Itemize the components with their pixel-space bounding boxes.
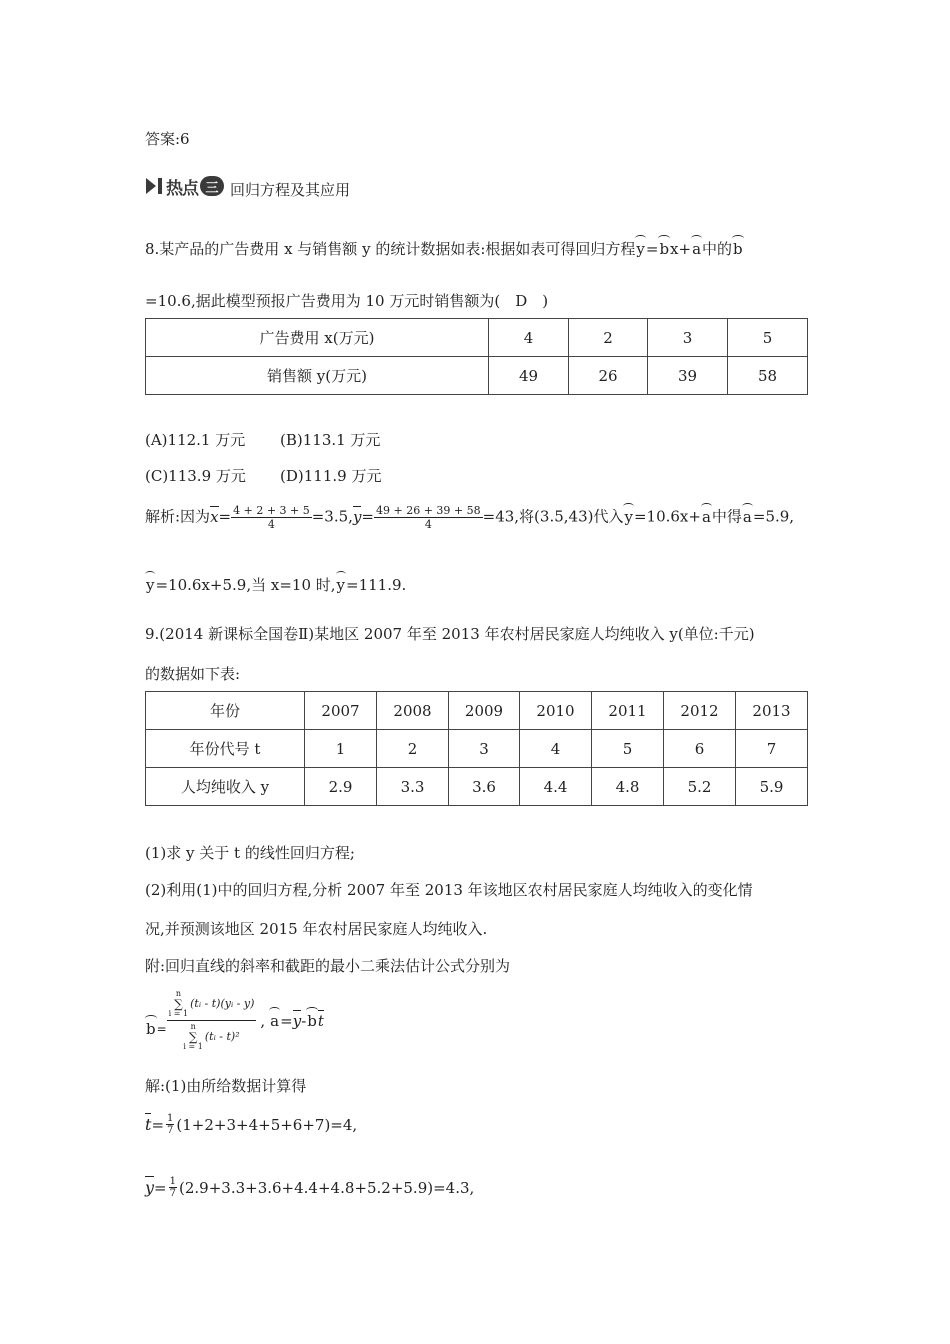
sigma-icon: ∑ [188,1030,198,1044]
fraction-denominator: 4 [267,518,275,531]
slope-denominator [183,1021,239,1051]
t-bar: t [145,1115,152,1134]
t-mean-calc [145,1113,357,1136]
option-d: (D)111.9 万元 [280,467,382,485]
fraction-denominator: 4 [424,518,432,531]
table-cell: 2008 [377,692,449,730]
q9-line1: 9.(2014 新课标全国卷Ⅱ)某地区 2007 年至 2013 年农村居民家庭人均纯收入 y(单位:千元) [145,625,755,643]
q9-solution-head: 解:(1)由所给数据计算得 [145,1077,307,1095]
table-cell: 39 [648,357,728,395]
q8-table [145,318,808,395]
section-label: 热点 [166,178,198,199]
least-squares-formula [145,990,324,1051]
one-seventh-fraction [169,1176,177,1199]
a-hat: a [692,240,702,258]
comma: , [260,1011,266,1030]
equals-sign: = [361,507,374,526]
table-row [146,692,808,730]
minus-sign: - [301,1011,307,1030]
table-cell: 2 [377,730,449,768]
table-cell: 3.3 [377,768,449,806]
fraction-denominator: 7 [169,1188,176,1199]
slope-numerator [167,990,257,1021]
equals-sign: = [280,1011,293,1030]
sum-lower: i = 1 [168,1009,189,1018]
q8-line1 [145,238,744,259]
equals-sign: = [218,507,232,526]
table-row [146,319,808,357]
zhong-de: 中得 [711,507,742,526]
table-cell: 2012 [664,692,736,730]
q9-table [145,691,808,806]
equals-sign: = [156,1021,167,1036]
a-hat: a [701,507,711,526]
table-cell: 3.6 [449,768,520,806]
previous-answer: 答案:6 [145,130,190,148]
result-x: =3.5, [311,507,353,526]
section-title: 回归方程及其应用 [230,180,351,199]
table-cell: 5 [728,319,808,357]
b-hat-2: b [733,240,743,258]
table-cell: 5.2 [664,768,736,806]
option-a: (A)112.1 万元 [145,431,246,449]
fraction-numerator: 4 + 2 + 3 + 5 [233,504,310,517]
sigma-denominator [183,1023,202,1051]
b-hat-2: b [307,1011,317,1030]
slope-fraction [167,990,257,1051]
row-label: 广告费用 x(万元) [146,319,489,357]
q8-solution-line1 [145,504,794,531]
fraction-denominator: 7 [167,1125,174,1136]
table-cell: 7 [736,730,808,768]
table-cell: 1 [305,730,377,768]
table-cell: 26 [569,357,648,395]
q9-line2: 的数据如下表: [145,665,241,683]
section-header [146,174,350,198]
q9-part2-line1: (2)利用(1)中的回归方程,分析 2007 年至 2013 年该地区农村居民家庭人均纯收入的变化情 [145,881,753,899]
table-cell: 4.8 [592,768,664,806]
numerator-term: (tᵢ - t)(yᵢ - y) [190,997,255,1010]
table-cell: 4 [489,319,569,357]
table-cell: 3 [648,319,728,357]
result-a: =5.9, [752,507,795,526]
x-bar: x [210,507,219,526]
table-cell: 2007 [305,692,377,730]
table-cell: 4 [520,730,592,768]
table-cell: 2011 [592,692,664,730]
row-label: 销售额 y(万元) [146,357,489,395]
y-bar: y [292,1011,302,1030]
b-hat: b [659,240,670,258]
table-row [146,768,808,806]
table-cell: 2010 [520,692,592,730]
y-hat: y [146,576,155,594]
q8-line2: =10.6,据此模型预报广告费用为 10 万元时销售额为( D ) [145,292,549,310]
b-hat: b [146,1019,156,1038]
table-cell: 4.4 [520,768,592,806]
y-hat: y [624,507,633,526]
solution-prefix: 解析:因为 [145,507,211,526]
q9-part1: (1)求 y 关于 t 的线性回归方程; [145,844,355,862]
table-cell: 2013 [736,692,808,730]
t-bar: t [317,1011,324,1030]
table-cell: 2.9 [305,768,377,806]
fraction-x-mean [231,504,312,531]
table-cell: 2009 [449,692,520,730]
table-row [146,357,808,395]
equals-sign: = [154,1178,167,1197]
a-hat: a [270,1011,280,1030]
y-hat-2: y [336,576,346,594]
q8-options-row2 [145,465,382,486]
row-label: 人均纯收入 y [146,768,305,806]
table-cell: 2 [569,319,648,357]
sum-upper: n [190,1022,196,1031]
option-c: (C)113.9 万元 [145,467,246,485]
fraction-numerator: 1 [167,1113,174,1124]
table-cell: 58 [728,357,808,395]
table-row [146,730,808,768]
equals-sign: = [645,240,659,258]
q8-options-row1 [145,429,381,450]
q9-part2-line2: 况,并预测该地区 2015 年农村居民家庭人均纯收入. [145,920,488,938]
x-plus: x+ [670,240,692,258]
zhong-de: 中的 [702,240,733,258]
one-seventh-fraction [166,1113,174,1136]
table-cell: 49 [489,357,569,395]
denominator-term: (tᵢ - t)² [204,1030,240,1043]
a-hat-2: a [742,507,752,526]
fraction-numerator: 1 [169,1176,176,1187]
sum-upper: n [175,989,181,998]
table-cell: 5.9 [736,768,808,806]
result-y: =43,将(3.5,43)代入 [482,507,624,526]
sum-lower: i = 1 [183,1042,203,1051]
y-hat: y [636,240,645,258]
table-cell: 6 [664,730,736,768]
q8-solution-line2 [145,574,406,595]
prediction-result: =111.9. [346,576,407,594]
y-bar: y [352,507,362,526]
play-arrow-icon [146,178,156,194]
option-b: (B)113.1 万元 [280,431,381,449]
regression-equation: =10.6x+5.9,当 x=10 时, [155,576,336,594]
row-label: 年份 [146,692,305,730]
y-mean-calc [145,1176,474,1199]
table-cell: 3 [449,730,520,768]
section-bar-icon [158,178,162,194]
sigma-numerator [169,990,188,1018]
q8-line1-text: 8.某产品的广告费用 x 与销售额 y 的统计数据如表:根据如表可得回归方程 [145,240,636,258]
section-number-badge: 三 [200,176,224,196]
row-label: 年份代号 t [146,730,305,768]
y-bar: y [145,1178,155,1197]
sigma-icon: ∑ [174,997,183,1011]
fraction-y-mean [374,504,483,531]
q9-appendix: 附:回归直线的斜率和截距的最小二乘法估计公式分别为 [145,957,511,975]
fraction-numerator: 49 + 26 + 39 + 58 [376,504,481,517]
table-cell: 5 [592,730,664,768]
substitution: =10.6x+ [633,507,701,526]
y-mean-expression: (2.9+3.3+3.6+4.4+4.8+5.2+5.9)=4.3, [179,1178,475,1197]
equals-sign: = [151,1115,165,1134]
t-mean-expression: (1+2+3+4+5+6+7)=4, [176,1115,358,1134]
